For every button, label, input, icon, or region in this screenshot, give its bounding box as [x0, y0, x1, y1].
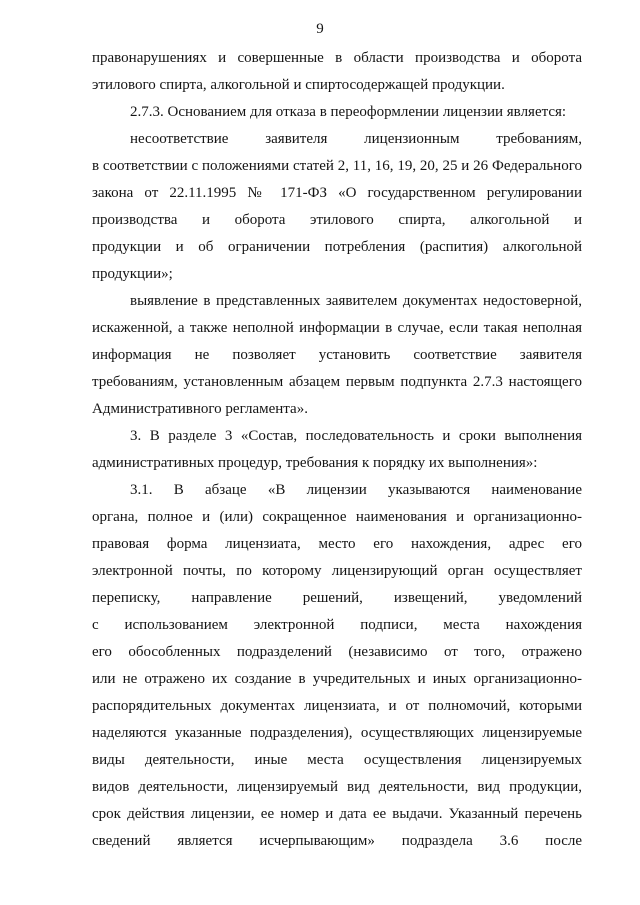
text-line: информация не позволяет установить соответствие заявителя: [92, 347, 582, 363]
text-line: этилового спирта, алкогольной и спиртосодержащей продукции.: [92, 77, 505, 93]
text-line: выявление в представленных заявителем документах недостоверной,: [130, 293, 582, 309]
text-line: 3. В разделе 3 «Состав, последовательность и сроки выполнения: [130, 428, 582, 444]
text-line: правонарушениях и совершенные в области производства и оборота: [92, 50, 582, 66]
page-number: 9: [316, 21, 324, 37]
text-line: видов деятельности, лицензируемый вид деятельности, вид продукции,: [92, 779, 582, 795]
text-line: требованиям, установленным абзацем первым подпункта 2.7.3 настоящего: [92, 374, 582, 390]
text-line: срок действия лицензии, ее номер и дата ее выдачи. Указанный перечень: [92, 806, 582, 822]
text-line: его обособленных подразделений (независимо от того, отражено: [92, 644, 582, 660]
text-line: несоответствие заявителя лицензионным требованиям,: [130, 131, 582, 147]
text-line: 3.1. В абзаце «В лицензии указываются наименование: [130, 482, 582, 498]
text-line: электронной почты, по которому лицензирующий орган осуществляет: [92, 563, 582, 579]
text-line: административных процедур, требования к порядку их выполнения»:: [92, 455, 538, 471]
text-line: производства и оборота этилового спирта, алкогольной и: [92, 212, 582, 228]
document-body: [92, 45, 582, 855]
text-line: распорядительных документах лицензиата, и от полномочий, которыми: [92, 698, 582, 714]
text-line: в соответствии с положениями статей 2, 11, 16, 19, 20, 25 и 26 Федерального: [92, 158, 582, 174]
text-line: закона от 22.11.1995 № 171-ФЗ «О государственном регулировании: [92, 185, 582, 201]
text-line: продукции и об ограничении потребления (распития) алкогольной: [92, 239, 582, 255]
text-line: правовая форма лицензиата, место его нахождения, адрес его: [92, 536, 582, 552]
text-line: Административного регламента».: [92, 401, 308, 417]
text-line: с использованием электронной подписи, места нахождения: [92, 617, 582, 633]
text-line: 2.7.3. Основанием для отказа в переоформлении лицензии является:: [130, 104, 567, 120]
text-line: сведений является исчерпывающим» подраздела 3.6 после: [92, 833, 582, 849]
text-line: или не отражено их создание в учредительных и иных организационно-: [92, 671, 582, 687]
text-line: искаженной, а также неполной информации в случае, если такая неполная: [92, 320, 582, 336]
text-line: наделяются указанные подразделения), осуществляющих лицензируемые: [92, 725, 582, 741]
text-line: переписку, направление решений, извещений, уведомлений: [92, 590, 582, 606]
text-line: виды деятельности, иные места осуществления лицензируемых: [92, 752, 582, 768]
text-line: продукции»;: [92, 266, 173, 282]
text-line: органа, полное и (или) сокращенное наименования и организационно-: [92, 509, 582, 525]
